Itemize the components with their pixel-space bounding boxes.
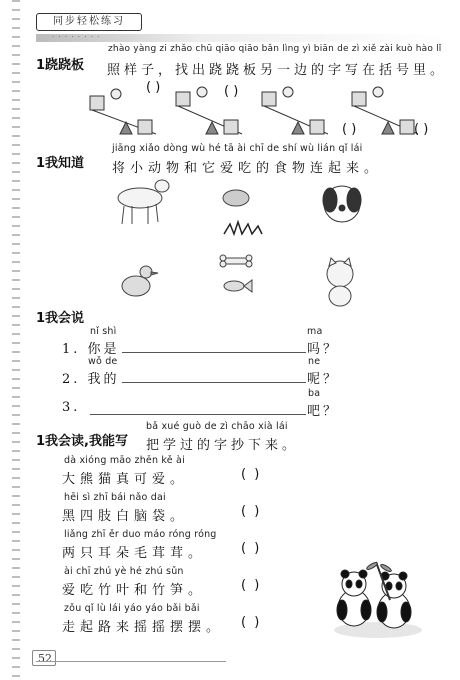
page-number: 52 [38, 652, 52, 665]
section-1-title [36, 54, 84, 73]
say-row-1 [62, 338, 120, 357]
say-row-2-number: 2. [62, 372, 81, 387]
section-4-instruction: 把学过的字抄下来。 [146, 438, 300, 453]
food-bone-image [220, 255, 252, 267]
food-cabbage-image [223, 190, 262, 234]
say-row-2-pinyin-a: wǒ de [88, 356, 118, 367]
section-4-pinyin: bǎ xué guò de zì chāo xià lái [146, 421, 288, 432]
say-row-3-blank[interactable] [90, 414, 306, 415]
seesaw-answer-4[interactable]: ( ) [414, 122, 429, 137]
seesaw-3 [262, 87, 328, 134]
say-row-2-pinyin-b: ne [308, 356, 321, 367]
say-row-2-start: 我的 [87, 372, 120, 387]
section-3-title [36, 307, 84, 326]
poem-row-3-answer[interactable]: ( ) [241, 541, 262, 556]
duck-image [122, 266, 158, 296]
horse-image [118, 180, 169, 224]
section-2-instruction: 将小动物和它爱吃的食物连起来。 [112, 161, 383, 176]
food-fish-image [224, 280, 252, 292]
section-3-number: 1 [36, 311, 46, 326]
seesaw-answer-2[interactable]: ( ) [224, 84, 239, 99]
poem-row-3-pinyin: liǎng zhī ěr duo máo róng róng [64, 529, 217, 540]
say-row-1-pinyin-a: nǐ shì [90, 326, 117, 337]
section-1-instruction: 照样子，找出跷跷板另一边的字写在括号里。 [107, 63, 448, 78]
say-row-3-number: 3. [62, 400, 81, 415]
section-2-title-text: 我知道 [45, 156, 85, 171]
poem-row-1-answer[interactable]: ( ) [241, 467, 262, 482]
say-row-1-blank[interactable] [122, 352, 306, 353]
section-1-title-text: 跷跷板 [45, 58, 85, 73]
seesaw-answer-3[interactable]: ( ) [342, 122, 357, 137]
say-row-1-pinyin-b: ma [307, 326, 323, 337]
say-row-1-end: 吗？ [307, 342, 340, 357]
seesaw-4 [352, 87, 418, 134]
poem-row-2-answer[interactable]: ( ) [241, 504, 262, 519]
poem-row-4-answer[interactable]: ( ) [241, 578, 262, 593]
poem-row-5-pinyin: zǒu qǐ lù lái yáo yáo bǎi bǎi [64, 603, 200, 614]
section-3-title-text: 我会说 [45, 311, 85, 326]
seesaw-1 [90, 89, 156, 134]
say-row-3-pinyin-b: ba [308, 388, 321, 399]
header-subtitle: · · · · · · · · [52, 33, 101, 41]
say-row-3 [62, 400, 80, 415]
say-row-2-blank[interactable] [122, 382, 306, 383]
header-title: 同步轻松练习 [36, 13, 142, 31]
panda-illustration [328, 560, 428, 640]
poem-row-4-pinyin: ài chī zhú yè hé zhú sǔn [64, 566, 184, 577]
poem-row-1-pinyin: dà xióng māo zhēn kě ài [64, 455, 185, 466]
section-1-number: 1 [36, 58, 46, 73]
say-row-1-start: 你是 [87, 342, 120, 357]
say-row-2-end: 呢？ [307, 372, 340, 387]
say-row-3-end: 吧？ [307, 404, 340, 419]
section-4-number: 1 [36, 434, 46, 449]
seesaw-illustrations [86, 82, 446, 144]
footer-rule [36, 661, 226, 662]
binding-holes [12, 0, 20, 680]
say-row-1-number: 1. [62, 342, 81, 357]
section-4-title [36, 430, 128, 449]
section-2-pinyin: jiāng xiǎo dòng wù hé tā ài chī de shí wù lián qǐ lái [112, 143, 363, 154]
poem-row-3-text: 两只耳朵毛茸茸。 [62, 546, 207, 561]
section-4-title-text: 我会读,我能写 [45, 434, 128, 449]
section-2-number: 1 [36, 156, 46, 171]
matching-illustrations [110, 178, 380, 308]
seesaw-answer-1[interactable]: ( ) [146, 80, 161, 95]
poem-row-2-text: 黑四肢白脑袋。 [62, 509, 189, 524]
poem-row-5-answer[interactable]: ( ) [241, 615, 262, 630]
poem-row-1-text: 大熊猫真可爱。 [62, 472, 189, 487]
say-row-2 [62, 368, 120, 387]
panda-left-image [337, 570, 371, 626]
section-1-pinyin: zhào yàng zi zhǎo chū qiāo qiāo bǎn lìng yì biān de zì xiě zài kuò hào lǐ [108, 44, 442, 54]
dog-image [323, 186, 361, 222]
section-2-title [36, 152, 84, 171]
cat-image [327, 258, 353, 306]
poem-row-5-text: 走起路来摇摇摆摆。 [62, 620, 225, 635]
poem-row-4-text: 爱吃竹叶和竹笋。 [62, 583, 207, 598]
poem-row-2-pinyin: hēi sì zhī bái nǎo dai [64, 492, 166, 503]
